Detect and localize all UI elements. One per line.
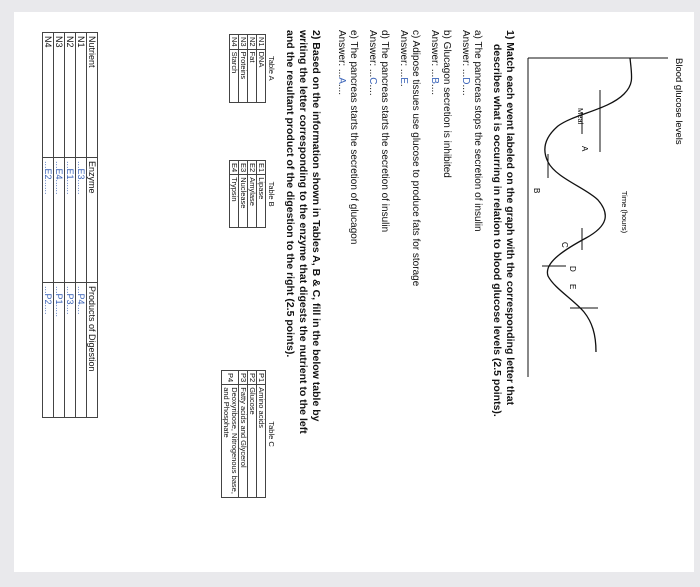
header-products: Products of Digestion (87, 283, 98, 418)
table-b-grid (229, 160, 266, 228)
table-cell: Fat (248, 49, 257, 102)
table-cell: N2 (248, 35, 257, 50)
table-row (239, 371, 248, 498)
question-1-line-1: 1) Match each event labeled on the graph with the corresponding letter that (504, 30, 516, 406)
table-cell: Trypsin (230, 175, 239, 228)
table-a (229, 34, 276, 103)
blood-glucose-graph (524, 22, 694, 382)
table-row (239, 35, 248, 103)
question-1-text (490, 30, 516, 570)
product-answer-cell[interactable]: ...P2.... (43, 283, 54, 418)
table-a-grid (229, 34, 266, 103)
table-row (65, 33, 76, 418)
point-label-b: B (532, 188, 541, 194)
item-e-label: e) The pancreas starts the secretion of glucagon (348, 30, 359, 245)
header-enzyme: Enzyme (87, 158, 98, 283)
table-cell: Nuclease (239, 175, 248, 228)
item-a-answer-prefix: Answer: ... (460, 30, 471, 78)
item-a-answer-line (459, 30, 471, 570)
answer-table-grid (42, 32, 98, 418)
meal-label: Meal (576, 108, 585, 125)
item-c-answer-line (397, 30, 409, 570)
table-row (257, 35, 266, 103)
nutrient-cell: N4 (43, 33, 54, 158)
table-cell: P2 (248, 371, 257, 385)
question-1-item-e (328, 30, 359, 570)
table-cell: E3 (239, 161, 248, 175)
table-cell: Deoxyribose, Nitrogenous base, and Phosphate (222, 385, 239, 498)
item-e-answer-prefix: Answer: ... (336, 30, 347, 78)
item-c-answer[interactable]: E (398, 77, 409, 84)
x-axis-label: Time (hours) (620, 190, 629, 234)
question-2-line-3: and the resultant product of the digestion to the right (2.5 points). (284, 30, 296, 358)
table-b (229, 160, 276, 228)
nutrient-cell: N1 (76, 33, 87, 158)
question-1-item-d (359, 30, 390, 570)
question-1-item-c (390, 30, 421, 570)
table-row (248, 371, 257, 498)
table-cell: DNA (257, 49, 266, 102)
table-row (248, 161, 257, 228)
item-a-label: a) The pancreas stops the secretion of insulin (472, 30, 483, 232)
product-answer-cell[interactable]: ...P4.... (76, 283, 87, 418)
question-1-item-b (421, 30, 452, 570)
item-b-answer-line (428, 30, 440, 570)
table-cell: Starch (230, 49, 239, 102)
table-cell: Amylase (248, 175, 257, 228)
question-1-item-a (452, 30, 483, 570)
table-cell: Proteins (239, 49, 248, 102)
header-nutrient: Nutrient (87, 33, 98, 158)
question-2-line-1: 2) Based on the information shown in Tables A, B & C, fill in the below table by (310, 30, 322, 422)
item-e-answer[interactable]: A (336, 77, 347, 84)
product-answer-cell[interactable]: ...P1..... (54, 283, 65, 418)
graph-title: Blood glucose levels (673, 58, 684, 145)
question-1-items (328, 30, 483, 570)
enzyme-answer-cell[interactable]: ...E3...... (76, 158, 87, 283)
table-cell: Lipase (257, 175, 266, 228)
item-b-label: b) Glucagon secretion is inhibited (441, 30, 452, 178)
table-cell: Glucose (248, 385, 257, 498)
item-a-answer[interactable]: D (460, 77, 471, 85)
table-cell: E4 (230, 161, 239, 175)
table-row (230, 35, 239, 103)
enzyme-answer-cell[interactable]: ...E2...... (43, 158, 54, 283)
item-b-answer-suffix: .... (429, 83, 440, 96)
point-label-d: D (568, 266, 577, 272)
table-cell: P3 (239, 371, 248, 385)
nutrient-cell: N3 (54, 33, 65, 158)
table-cell: E2 (248, 161, 257, 175)
table-cell: Amino acids (257, 385, 266, 498)
item-c-label: c) Adipose tissues use glucose to produce fats for storage (410, 30, 421, 287)
point-label-c: C (560, 242, 569, 248)
question-1-line-2: describes what is occurring in relation to blood glucose levels (2.5 points). (491, 44, 503, 417)
item-d-answer[interactable]: C (367, 77, 378, 85)
table-row (76, 33, 87, 418)
item-d-answer-prefix: Answer: ... (367, 30, 378, 78)
table-row (248, 35, 257, 103)
question-2-line-2: writing the letter corresponding to the enzyme that digests the nutrient to the left (297, 30, 309, 434)
question-2-text (283, 30, 322, 570)
table-cell: E1 (257, 161, 266, 175)
enzyme-answer-cell[interactable]: ...E1...... (65, 158, 76, 283)
table-c (221, 370, 276, 498)
table-row (230, 161, 239, 228)
table-cell: P1 (257, 371, 266, 385)
item-d-answer-line (366, 30, 378, 570)
table-row (257, 371, 266, 498)
table-row (239, 161, 248, 228)
item-d-label: d) The pancreas starts the secretion of insulin (379, 30, 390, 233)
table-row (222, 371, 239, 498)
item-e-answer-line (335, 30, 347, 570)
point-label-a: A (580, 146, 589, 152)
table-cell: N3 (239, 35, 248, 50)
document-page (14, 12, 694, 572)
table-c-grid (221, 370, 266, 498)
item-b-answer-prefix: Answer: ... (429, 30, 440, 78)
table-cell: Fatty acids and Glycerol (239, 385, 248, 498)
table-b-caption: Table B (267, 181, 276, 207)
item-a-answer-suffix: .... (460, 84, 471, 96)
table-cell: N4 (230, 35, 239, 50)
enzyme-answer-cell[interactable]: ...E4...... (54, 158, 65, 283)
item-e-answer-suffix: .... (336, 83, 347, 96)
item-d-answer-suffix: .... (367, 84, 378, 96)
item-c-answer-suffix: . (398, 83, 409, 87)
table-a-caption: Table A (267, 55, 276, 81)
rotated-content (14, 12, 694, 572)
item-b-answer[interactable]: B (429, 77, 440, 84)
answer-table (42, 32, 98, 418)
nutrient-cell: N2 (65, 33, 76, 158)
table-row (43, 33, 54, 418)
point-label-e: E (568, 284, 577, 290)
table-c-caption: Table C (267, 421, 276, 447)
table-row (54, 33, 65, 418)
product-answer-cell[interactable]: ...P3.... (65, 283, 76, 418)
table-header-row (87, 33, 98, 418)
table-row (257, 161, 266, 228)
table-cell: P4 (222, 371, 239, 385)
table-cell: N1 (257, 35, 266, 50)
item-c-answer-prefix: Answer: ... (398, 30, 409, 78)
